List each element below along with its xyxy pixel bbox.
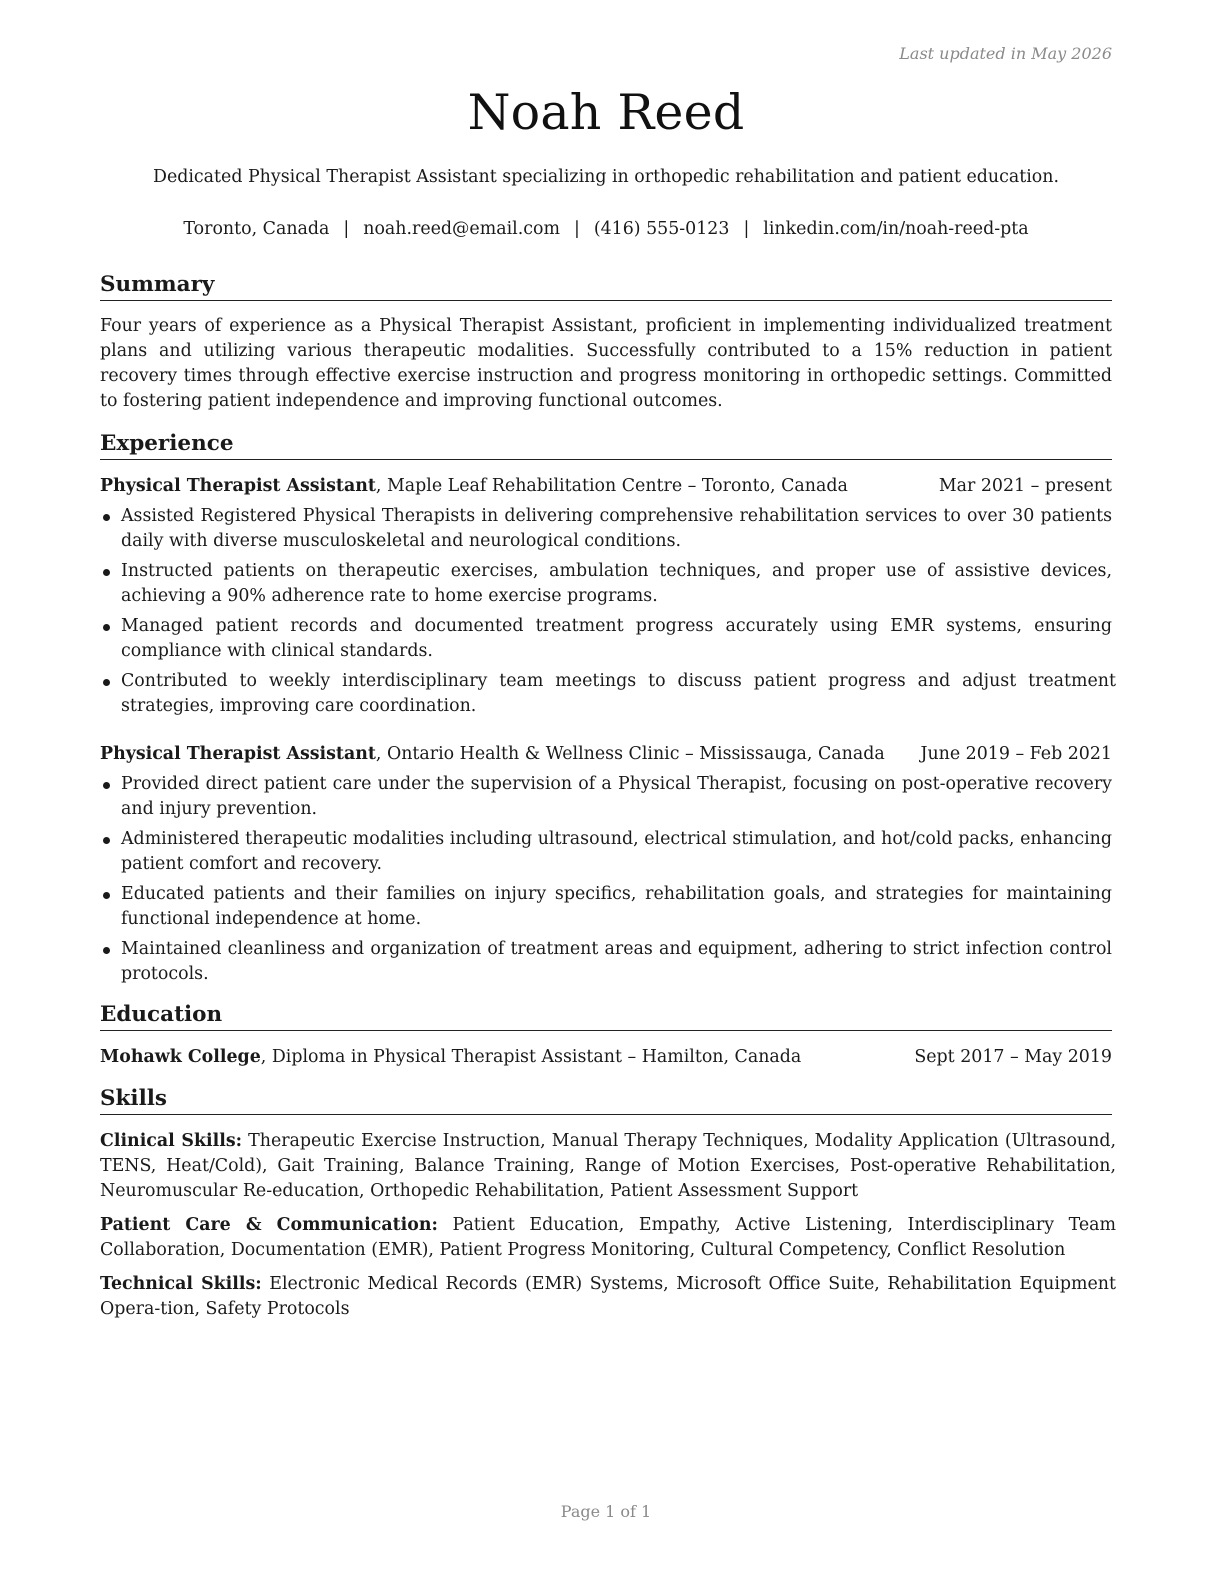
job-dates: Mar 2021 – present [938,476,1112,496]
contact-email[interactable]: noah.reed@email.com [363,219,560,239]
job-header [100,742,1112,767]
bullet-icon [103,679,110,686]
list-item: Educated patients and their families on injury specifics, rehabilitation goals, and strategies for maintaining functional independence at home. [100,882,1112,932]
last-updated-note: Last updated in May 2026 [899,44,1112,63]
job-bullets [100,504,1116,724]
skill-group [100,1213,1116,1263]
skill-group-text: Therapeutic Exercise Instruction, Manual Therapy Techniques, Modality Application (Ultrasound, TENS, Heat/Cold), Gait Training, Balance Training, Range of Motion Exercises, Post-operative Rehabilitation, Neuromuscular Re-education, Orthopedic Rehabilitation, Patient Assessment Support [100,1131,1116,1201]
contact-separator: | [743,219,750,239]
education-entry [100,1045,1112,1070]
job-organization: , Ontario Health & Wellness Clinic – Mississauga, Canada [375,744,885,764]
skill-group [100,1129,1116,1204]
bullet-icon [103,837,110,844]
bullet-icon [103,892,110,899]
experience-heading: Experience [100,431,1112,460]
skill-group-label: Patient Care & Communication: [100,1215,438,1235]
education-detail: , Diploma in Physical Therapist Assistant – Hamilton, Canada [260,1047,802,1067]
education-heading: Education [100,1002,1112,1031]
contact-separator: | [573,219,580,239]
list-item: Contributed to weekly interdisciplinary team meetings to discuss patient progress and adjust treatment strategies, improving care coordination. [100,669,1116,719]
resume-page [100,0,1116,1584]
page-number: Page 1 of 1 [560,1502,652,1521]
skills-heading: Skills [100,1086,1112,1115]
contact-separator: | [343,219,350,239]
list-item: Assisted Registered Physical Therapists in delivering comprehensive rehabilitation services to over 30 patients daily with diverse musculoskeletal and neurological conditions. [100,504,1112,554]
job-role: Physical Therapist Assistant [100,744,376,764]
list-item: Administered therapeutic modalities including ultrasound, electrical stimulation, and hot/cold packs, enhancing patient comfort and recovery. [100,827,1112,877]
skill-group-label: Clinical Skills: [100,1131,243,1151]
bullet-icon [103,514,110,521]
contact-location: Toronto, Canada [183,219,330,239]
bullet-icon [103,947,110,954]
summary-text: Four years of experience as a Physical Therapist Assistant, proficient in implementing individualized treatment plans and utilizing various therapeutic modalities. Successfully contributed to a 15% reduction in patient recovery times through effective exercise instruction and progress monitoring in orthopedic settings. Committed to fostering patient independence and improving functional outcomes. [100,316,1112,411]
candidate-name: Noah Reed [467,84,745,141]
summary-heading: Summary [100,272,1112,301]
skill-group [100,1272,1116,1322]
list-item: Instructed patients on therapeutic exercises, ambulation techniques, and proper use of assistive devices, achieving a 90% adherence rate to home exercise programs. [100,559,1112,609]
education-dates: Sept 2017 – May 2019 [914,1047,1112,1067]
list-item: Provided direct patient care under the supervision of a Physical Therapist, focusing on post-operative recovery and injury prevention. [100,772,1112,822]
bullet-icon [103,782,110,789]
list-item: Maintained cleanliness and organization of treatment areas and equipment, adhering to strict infection control protocols. [100,937,1112,987]
list-item: Managed patient records and documented treatment progress accurately using EMR systems, ensuring compliance with clinical standards. [100,614,1112,664]
job-dates: June 2019 – Feb 2021 [920,744,1112,764]
contact-linkedin[interactable]: linkedin.com/in/noah-reed-pta [763,219,1029,239]
skill-group-text: Patient Education, Empathy, Active Listening, Interdisciplinary Team Collaboration, Documentation (EMR), Patient Progress Monitoring, Cultural Competency, Conflict Resolution [100,1215,1116,1260]
job-role: Physical Therapist Assistant [100,476,376,496]
bullet-icon [103,569,110,576]
job-header [100,474,1112,499]
contact-phone: (416) 555-0123 [593,219,730,239]
tagline: Dedicated Physical Therapist Assistant specializing in orthopedic rehabilitation and patient education. [153,167,1059,187]
job-organization: , Maple Leaf Rehabilitation Centre – Toronto, Canada [375,476,848,496]
skill-group-text: Electronic Medical Records (EMR) Systems, Microsoft Office Suite, Rehabilitation Equipment Opera-tion, Safety Protocols [100,1274,1116,1319]
contact-line [100,219,1112,239]
skill-group-label: Technical Skills: [100,1274,262,1294]
bullet-icon [103,624,110,631]
school-name: Mohawk College [100,1047,261,1067]
job-bullets [100,772,1112,992]
